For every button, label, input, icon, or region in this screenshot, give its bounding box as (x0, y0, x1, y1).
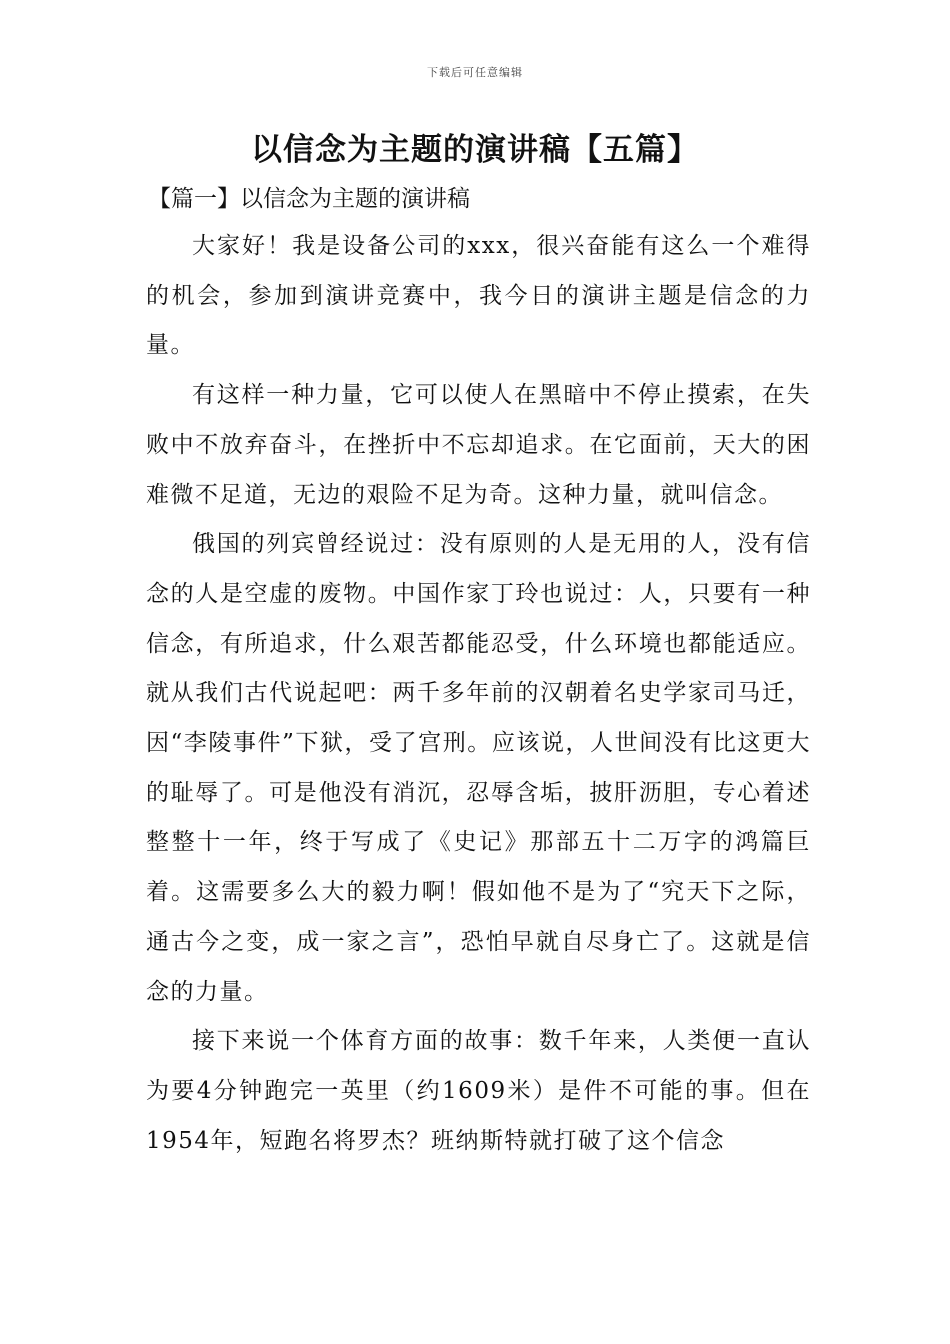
paragraph-4: 接下来说一个体育方面的故事：数千年来，人类便一直认为要4分钟跑完一英里（约1609米）是件不可能的事。但在1954年，短跑名将罗杰？班纳斯特就打破了这个信念 (146, 1028, 811, 1154)
body-text (146, 222, 811, 1166)
paragraph-1: 大家好！我是设备公司的xxx，很兴奋能有这么一个难得的机会，参加到演讲竞赛中，我今日的演讲主题是信念的力量。 (146, 233, 811, 359)
section-heading: 【篇一】以信念为主题的演讲稿 (148, 186, 470, 212)
header-note: 下载后可任意编辑 (427, 66, 523, 79)
paragraph-3: 俄国的列宾曾经说过：没有原则的人是无用的人，没有信念的人是空虚的废物。中国作家丁玲也说过：人，只要有一种信念，有所追求，什么艰苦都能忍受，什么环境也都能适应。就从我们古代说起吧：两千多年前的汉朝着名史学家司马迁，因“李陵事件”下狱，受了宫刑。应该说，人世间没有比这更大的耻辱了。可是他没有消沉，忍辱含垢，披肝沥胆，专心着述整整十一年，终于写成了《史记》那部五十二万字的鸿篇巨着。这需要多么大的毅力啊！假如他不是为了“究天下之际，通古今之变，成一家之言”，恐怕早就自尽身亡了。这就是信念的力量。 (146, 531, 811, 1005)
document-title: 以信念为主题的演讲稿【五篇】 (251, 132, 699, 168)
paragraph-2: 有这样一种力量，它可以使人在黑暗中不停止摸索，在失败中不放弃奋斗，在挫折中不忘却追求。在它面前，天大的困难微不足道，无边的艰险不足为奇。这种力量，就叫信念。 (146, 382, 811, 508)
